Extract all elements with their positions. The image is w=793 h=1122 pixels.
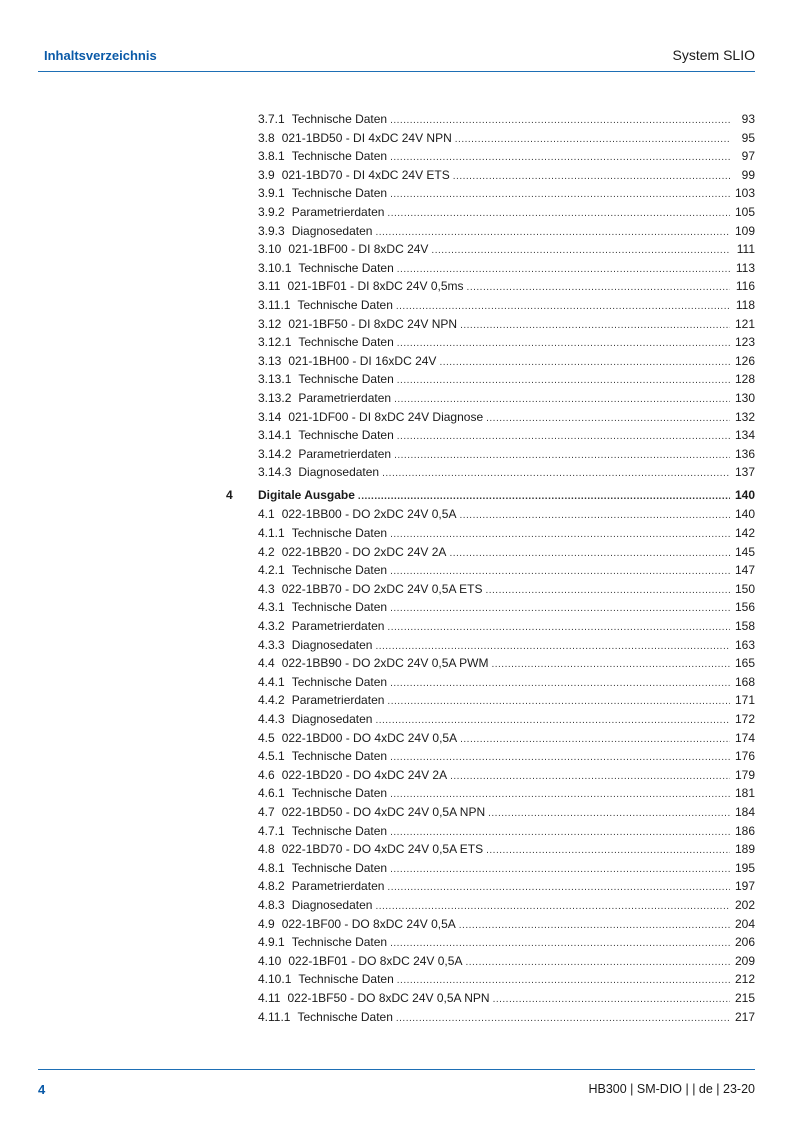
toc-entry-number: 3.10 [258, 242, 282, 257]
toc-entry-number: 4.4 [258, 656, 275, 671]
toc-entry-label: 022-1BB20 - DO 2xDC 24V 2A [281, 544, 447, 559]
toc-entry-number: 4.3.3 [258, 637, 285, 652]
toc-entry-label: Parametrierdaten [298, 446, 392, 461]
toc-entry-number: 4.1.1 [258, 526, 285, 541]
toc-entry-page: 123 [734, 335, 755, 350]
toc-entry[interactable] [258, 222, 755, 241]
toc-entry-label: 022-1BD70 - DO 4xDC 24V 0,5A ETS [281, 842, 484, 857]
toc-entry-number: 4.8.3 [258, 897, 285, 912]
toc-entry-page: 163 [734, 637, 755, 652]
toc-chapter-entry[interactable] [226, 486, 755, 506]
toc-entry-page: 171 [734, 693, 755, 708]
toc-entry[interactable] [258, 952, 755, 971]
toc-entry[interactable] [258, 296, 755, 315]
toc-entry-page: 97 [741, 149, 755, 164]
toc-entry-label: 021-1BD70 - DI 4xDC 24V ETS [281, 167, 450, 182]
toc-entry-page: 130 [734, 390, 755, 405]
toc-entry-number: 3.12.1 [258, 335, 292, 350]
toc-entry[interactable] [258, 766, 755, 785]
toc-entry[interactable] [258, 933, 755, 952]
toc-entry[interactable] [258, 259, 755, 278]
toc-entry-number: 4.7.1 [258, 823, 285, 838]
toc-entry-label: Technische Daten [291, 935, 388, 950]
toc-entry-label: Parametrierdaten [291, 693, 385, 708]
toc-entry[interactable] [258, 166, 755, 185]
toc-entry-label: Technische Daten [297, 1009, 393, 1024]
toc-entry-number: 3.9 [258, 167, 275, 182]
toc-entry-label: Parametrierdaten [291, 879, 385, 894]
toc-entry-number: 4.5 [258, 730, 275, 745]
toc-entry-page: 206 [734, 935, 755, 950]
toc-entry-label: 022-1BD00 - DO 4xDC 24V 0,5A [281, 730, 458, 745]
toc-entry[interactable] [258, 654, 755, 673]
toc-entry-number: 4.4.1 [258, 674, 285, 689]
toc-entry-label: Technische Daten [291, 860, 388, 875]
toc-entry-number: 3.14 [258, 409, 282, 424]
toc-entry-label: 021-1BF01 - DI 8xDC 24V 0,5ms [287, 279, 464, 294]
toc-entry[interactable] [258, 822, 755, 841]
toc-entry-label: 021-1BF00 - DI 8xDC 24V [288, 242, 429, 257]
toc-entry[interactable] [258, 636, 755, 655]
toc-entry[interactable] [258, 240, 755, 259]
toc-entry-label: 021-1BF50 - DI 8xDC 24V NPN [288, 316, 458, 331]
toc-entry-label: 022-1BF50 - DO 8xDC 24V 0,5A NPN [287, 990, 490, 1005]
toc-entry-label: Parametrierdaten [291, 619, 385, 634]
toc-entry-number: 4.7 [258, 804, 275, 819]
toc-entry-page: 184 [734, 804, 755, 819]
toc-entry-page: 140 [734, 487, 755, 502]
toc-entry-number: 4 [226, 487, 233, 502]
toc-entry-number: 3.10.1 [258, 260, 292, 275]
footer-divider [38, 1069, 755, 1070]
toc-leader-dots [358, 487, 730, 507]
toc-entry-label: Technische Daten [291, 674, 388, 689]
toc-entry-page: 145 [734, 544, 755, 559]
toc-entry-label: 022-1BF01 - DO 8xDC 24V 0,5A [288, 953, 463, 968]
toc-entry-page: 195 [734, 860, 755, 875]
toc-entry-page: 174 [734, 730, 755, 745]
toc-entry-number: 3.13 [258, 353, 282, 368]
toc-entry-page: 181 [734, 786, 755, 801]
toc-entry[interactable] [258, 315, 755, 334]
toc-entry-label: 022-1BD20 - DO 4xDC 24V 2A [281, 767, 448, 782]
toc-entry-label: Technische Daten [291, 749, 388, 764]
toc-entry-number: 3.9.2 [258, 204, 285, 219]
toc-entry-number: 4.1 [258, 507, 275, 522]
toc-entry-label: 021-1BH00 - DI 16xDC 24V [288, 353, 437, 368]
toc-entry-label: Diagnosedaten [291, 637, 373, 652]
product-name: System SLIO [672, 47, 755, 63]
toc-entry-number: 3.8 [258, 130, 275, 145]
toc-entry[interactable] [258, 445, 755, 464]
toc-entry-page: 121 [734, 316, 755, 331]
toc-entry[interactable] [258, 915, 755, 934]
toc-entry[interactable] [258, 277, 755, 296]
toc-entry-page: 176 [734, 749, 755, 764]
toc-entry[interactable] [258, 463, 755, 482]
toc-entry-number: 3.9.3 [258, 223, 285, 238]
toc-entry-label: 022-1BB90 - DO 2xDC 24V 0,5A PWM [281, 656, 489, 671]
toc-entry[interactable] [258, 598, 755, 617]
page-number: 4 [38, 1082, 46, 1097]
toc-entry[interactable] [258, 352, 755, 371]
toc-entry-number: 4.8.1 [258, 860, 285, 875]
toc-entry[interactable] [258, 184, 755, 203]
toc-entry-page: 204 [734, 916, 755, 931]
toc-entry-number: 4.10 [258, 953, 282, 968]
toc-entry-page: 212 [734, 972, 755, 987]
toc-entry[interactable] [258, 543, 755, 562]
toc-entry-label: Diagnosedaten [291, 223, 373, 238]
toc-entry-number: 3.11.1 [258, 297, 291, 312]
toc-entry-label: Technische Daten [291, 149, 388, 164]
toc-entry-label: 021-1DF00 - DI 8xDC 24V Diagnose [288, 409, 484, 424]
toc-entry-page: 150 [734, 581, 755, 596]
toc-entry[interactable] [258, 524, 755, 543]
toc-entry-number: 3.12 [258, 316, 282, 331]
toc-entry-number: 4.9 [258, 916, 275, 931]
toc-entry-label: 022-1BB00 - DO 2xDC 24V 0,5A [281, 507, 457, 522]
toc-entry[interactable] [258, 110, 755, 129]
toc-entry[interactable] [258, 129, 755, 148]
toc-entry-number: 4.3.1 [258, 600, 285, 615]
toc-entry-number: 3.8.1 [258, 149, 285, 164]
toc-entry-label: Parametrierdaten [298, 390, 392, 405]
toc-entry-label: Technische Daten [291, 600, 388, 615]
toc-entry-label: Technische Daten [298, 260, 394, 275]
toc-entry-number: 4.2.1 [258, 563, 285, 578]
header-divider [38, 71, 755, 72]
toc-entry-page: 197 [734, 879, 755, 894]
toc-entry-number: 4.6 [258, 767, 275, 782]
toc-entry-page: 103 [734, 186, 755, 201]
toc-entry-page: 140 [734, 507, 755, 522]
toc-entry-label: Parametrierdaten [291, 204, 385, 219]
toc-entry-number: 4.9.1 [258, 935, 285, 950]
toc-entry-label: Technische Daten [291, 112, 388, 126]
toc-entry[interactable] [258, 859, 755, 878]
toc-entry[interactable] [258, 370, 755, 389]
toc-entry-page: 217 [734, 1009, 755, 1024]
toc-entry-label: Diagnosedaten [291, 712, 373, 726]
toc-entry-number: 4.4.3 [258, 712, 285, 726]
toc-entry[interactable] [258, 617, 755, 636]
toc-entry-label: Technische Daten [291, 823, 388, 838]
toc-entry-page: 158 [734, 619, 755, 634]
toc-entry[interactable] [258, 147, 755, 166]
toc-entry-page: 116 [735, 279, 755, 294]
toc-entry-label: Technische Daten [291, 526, 388, 541]
toc-entry-number: 4.11.1 [258, 1009, 291, 1024]
toc-entry-page: 126 [734, 353, 755, 368]
toc-entry[interactable] [258, 1008, 755, 1027]
toc-entry-page: 137 [734, 465, 755, 480]
toc-entry-label: Technische Daten [298, 372, 394, 387]
toc-entry-page: 105 [734, 204, 755, 219]
toc-entry[interactable] [258, 747, 755, 766]
toc-entry[interactable] [258, 989, 755, 1008]
toc-entry-page: 186 [734, 823, 755, 838]
toc-entry-label: 022-1BD50 - DO 4xDC 24V 0,5A NPN [281, 804, 486, 819]
toc-leader-dots [396, 1010, 730, 1029]
toc-entry-page: 215 [734, 990, 755, 1005]
toc-entry[interactable] [258, 673, 755, 692]
toc-entry[interactable] [258, 784, 755, 803]
toc-entry[interactable] [258, 896, 755, 915]
toc-entry-page: 93 [741, 112, 755, 126]
toc-entry-label: Technische Daten [291, 186, 388, 201]
toc-entry-label: Technische Daten [298, 428, 394, 443]
toc-entry-page: 113 [735, 260, 755, 275]
toc-entry-number: 4.4.2 [258, 693, 285, 708]
toc-entry-page: 128 [734, 372, 755, 387]
toc-entry[interactable] [258, 691, 755, 710]
toc-entry-number: 4.11 [258, 990, 281, 1005]
toc-entry-label: 022-1BB70 - DO 2xDC 24V 0,5A ETS [281, 581, 483, 596]
toc-leader-dots [382, 465, 730, 484]
toc-entry-number: 4.8 [258, 842, 275, 857]
toc-entry[interactable] [258, 840, 755, 859]
toc-entry-page: 136 [734, 446, 755, 461]
toc-entry-number: 4.6.1 [258, 786, 285, 801]
toc-entry-number: 4.8.2 [258, 879, 285, 894]
toc-entry-label: 022-1BF00 - DO 8xDC 24V 0,5A [281, 916, 456, 931]
toc-entry-number: 3.14.3 [258, 465, 292, 480]
toc-entry-page: 142 [734, 526, 755, 541]
table-of-contents [226, 110, 755, 1026]
toc-entry-number: 3.9.1 [258, 186, 285, 201]
section-title: Inhaltsverzeichnis [44, 48, 157, 63]
toc-entry-number: 4.3 [258, 581, 275, 596]
toc-entry-label: 021-1BD50 - DI 4xDC 24V NPN [281, 130, 452, 145]
toc-entry-label: Diagnosedaten [291, 897, 373, 912]
toc-entry-page: 165 [734, 656, 755, 671]
toc-entry[interactable] [258, 426, 755, 445]
toc-entry-label: Technische Daten [291, 786, 388, 801]
toc-entry-number: 3.14.2 [258, 446, 292, 461]
toc-entry[interactable] [258, 203, 755, 222]
toc-entry[interactable] [258, 580, 755, 599]
toc-entry-number: 4.10.1 [258, 972, 292, 987]
toc-entry-number: 3.13.2 [258, 390, 292, 405]
toc-entry-number: 3.11 [258, 279, 281, 294]
toc-entry-page: 99 [741, 167, 755, 182]
toc-entry-page: 134 [734, 428, 755, 443]
toc-entry-page: 168 [734, 674, 755, 689]
toc-entry-label: Digitale Ausgabe [258, 487, 355, 502]
toc-entry-page: 109 [734, 223, 755, 238]
toc-entry[interactable] [258, 803, 755, 822]
toc-entry-number: 3.7.1 [258, 112, 285, 126]
toc-entry-label: Technische Daten [291, 563, 388, 578]
toc-entry-label: Technische Daten [298, 335, 394, 350]
toc-entry-page: 202 [734, 897, 755, 912]
toc-entry-page: 179 [734, 767, 755, 782]
toc-entry-page: 156 [734, 600, 755, 615]
toc-entry-label: Technische Daten [297, 297, 393, 312]
toc-entry-page: 189 [734, 842, 755, 857]
toc-entry[interactable] [258, 389, 755, 408]
toc-entry-number: 4.2 [258, 544, 275, 559]
toc-entry-page: 172 [734, 712, 755, 726]
toc-entry[interactable] [258, 561, 755, 580]
toc-entry-page: 147 [734, 563, 755, 578]
toc-entry[interactable] [258, 710, 755, 729]
toc-entry[interactable] [258, 408, 755, 427]
toc-entry-number: 4.3.2 [258, 619, 285, 634]
toc-entry[interactable] [258, 333, 755, 352]
toc-entry-number: 4.5.1 [258, 749, 285, 764]
document-reference: HB300 | SM-DIO | | de | 23-20 [588, 1082, 755, 1096]
toc-entry-label: Technische Daten [298, 972, 394, 987]
toc-entry-page: 111 [736, 242, 755, 257]
toc-entry-page: 95 [741, 130, 755, 145]
toc-entry-page: 118 [735, 297, 755, 312]
toc-entry[interactable] [258, 877, 755, 896]
toc-entry[interactable] [258, 970, 755, 989]
toc-entry-number: 3.13.1 [258, 372, 292, 387]
toc-entry-page: 132 [734, 409, 755, 424]
toc-entry-label: Diagnosedaten [298, 465, 380, 480]
toc-entry-number: 3.14.1 [258, 428, 292, 443]
toc-entry-page: 209 [734, 953, 755, 968]
toc-entry[interactable] [258, 729, 755, 748]
toc-entry[interactable] [258, 505, 755, 524]
